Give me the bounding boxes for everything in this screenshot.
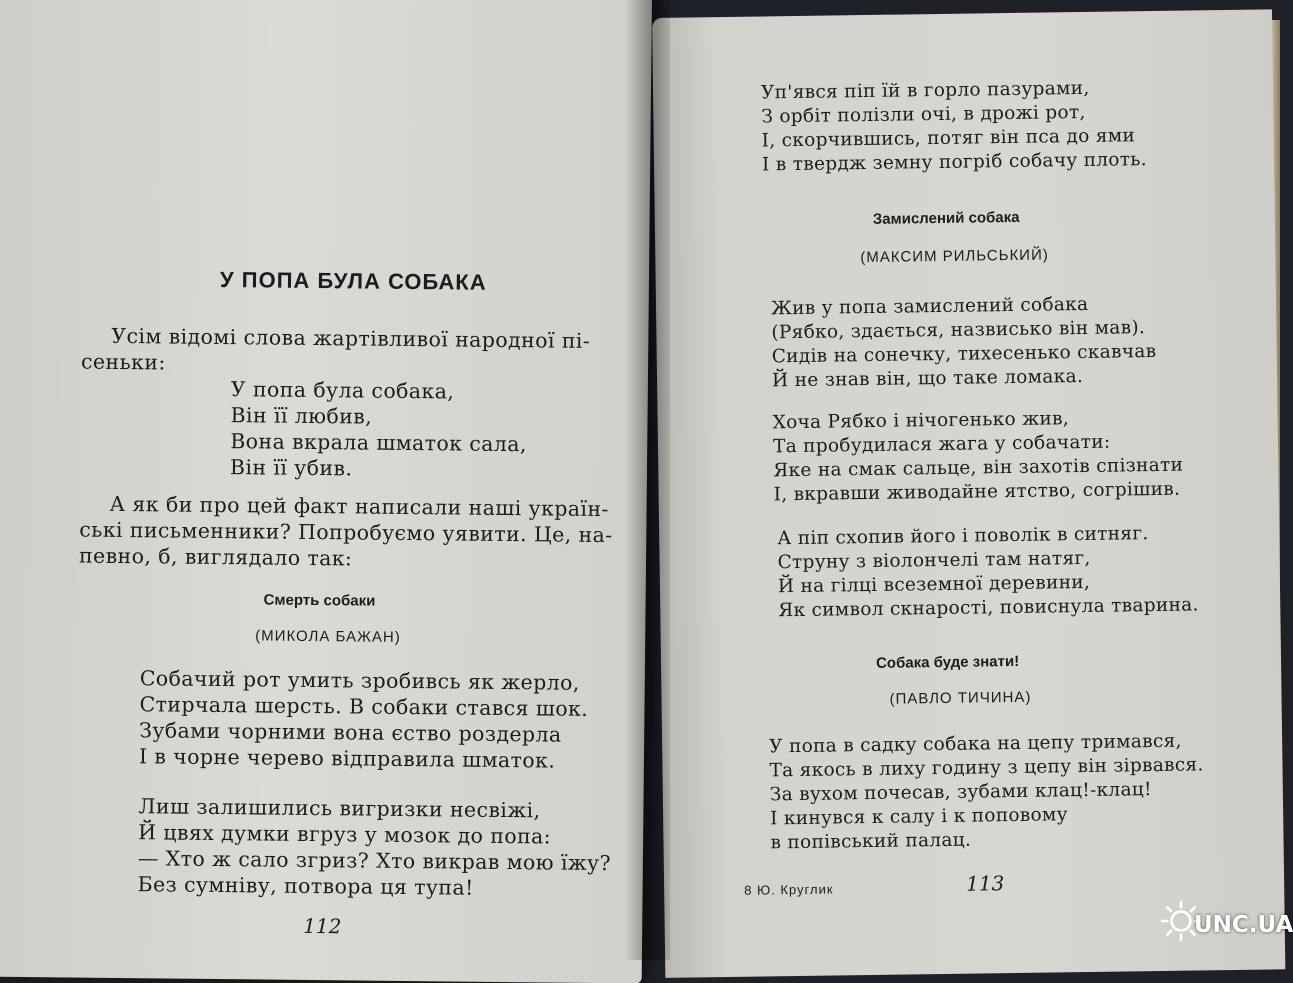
song-line: Вона вкрала шматок сала, bbox=[230, 429, 527, 457]
poem-title: Смерть собаки bbox=[263, 591, 376, 610]
poem-line: Собачий рот умить зробивсь як жерло, bbox=[139, 666, 580, 695]
poem-line: Жив у попа замислений собака bbox=[770, 293, 1089, 320]
poem-line: За вухом почесав, зубами клац!-клац! bbox=[769, 779, 1152, 806]
watermark bbox=[1160, 898, 1293, 954]
poem-line: Струну з віолончелі там натяг, bbox=[777, 547, 1091, 574]
right-page bbox=[652, 9, 1285, 978]
paragraph-line: ські письменники? Попробуємо уявити. Це, на- bbox=[79, 517, 613, 548]
gutter-shadow bbox=[625, 0, 670, 960]
poem-line: Та якось в лиху годину з цепу він зірвався. bbox=[769, 754, 1204, 782]
poem-line: І в чорне черево відправила шматок. bbox=[138, 744, 556, 773]
watermark-text: UNC.UA bbox=[1194, 912, 1293, 938]
page-number-left: 112 bbox=[303, 913, 342, 939]
poem-line: І, вкравши живодайне ятство, согрішив. bbox=[773, 478, 1181, 506]
poem-line: І кинувся к салу і к поповому bbox=[770, 804, 1068, 830]
page-number-right: 113 bbox=[965, 871, 1005, 896]
poem-line: Та пробудилася жага у собачати: bbox=[772, 431, 1111, 458]
poem-line: Хоча Рябко і нічогенько жив, bbox=[772, 408, 1070, 434]
intro-line: сеньки: bbox=[80, 349, 166, 375]
poem-line: І, скорчившись, потяг він пса до ями bbox=[761, 125, 1136, 152]
poem-line: Стирчала шерсть. В собаки стався шок. bbox=[139, 692, 589, 721]
song-line: Він її любив, bbox=[230, 403, 373, 429]
paragraph-line: певно, б, виглядало так: bbox=[78, 543, 353, 571]
poem-line: Й на гілці всеземної деревини, bbox=[777, 571, 1091, 598]
poem-line: Уп'явся піп їй в горло пазурами, bbox=[760, 77, 1090, 104]
poem-line: (Рябко, здається, назвисько він мав). bbox=[771, 317, 1146, 344]
poem-line: У попа в садку собака на цепу тримався, bbox=[769, 730, 1182, 758]
poem-line: І в твердж земну погріб собачу плоть. bbox=[761, 149, 1148, 176]
poem-author: (ПАВЛО ТИЧИНА) bbox=[889, 688, 1032, 708]
poem-line: — Хто ж сало згриз? Хто викрав мою їжу? bbox=[137, 846, 612, 876]
poem-line: в попівський палац. bbox=[770, 829, 972, 854]
poem-line: Без сумніву, потвора ця тупа! bbox=[137, 872, 474, 900]
poem-title: Собака буде знати! bbox=[875, 652, 1020, 672]
poem-line: Як символ скнарості, повиснула тварина. bbox=[778, 594, 1199, 622]
song-line: У попа була собака, bbox=[230, 377, 455, 404]
intro-line: Усім відомі слова жартівливої народної пі- bbox=[111, 323, 591, 353]
poem-title: Замислений собака bbox=[872, 208, 1020, 228]
poem-line: Зубами чорними вона єство роздерла bbox=[139, 718, 562, 747]
poem-line: Яке на смак сальце, він захотів спізнати bbox=[773, 454, 1184, 482]
signature-mark: 8 Ю. Круглик bbox=[744, 881, 834, 898]
song-line: Він її убив. bbox=[229, 455, 353, 481]
article-title: У ПОПА БУЛА СОБАКА bbox=[219, 267, 487, 295]
poem-line: З орбіт полізли очі, в дрожі рот, bbox=[761, 101, 1086, 128]
poem-line: Лиш залишились вигризки несвіжі, bbox=[138, 794, 541, 823]
poem-line: А піп схопив його і поволік в ситняг. bbox=[777, 523, 1149, 550]
poem-author: (МИКОЛА БАЖАН) bbox=[255, 627, 401, 646]
poem-line: Й цвях думки вгруз у мозок до попа: bbox=[138, 820, 552, 849]
paragraph-line: А як би про цей факт написали наші україн- bbox=[109, 491, 609, 522]
poem-line: Сидів на сонечку, тихесенько скавчав bbox=[771, 340, 1157, 368]
poem-author: (МАКСИМ РИЛЬСЬКИЙ) bbox=[860, 246, 1049, 267]
poem-line: Й не знав він, що таке ломака. bbox=[771, 366, 1084, 392]
